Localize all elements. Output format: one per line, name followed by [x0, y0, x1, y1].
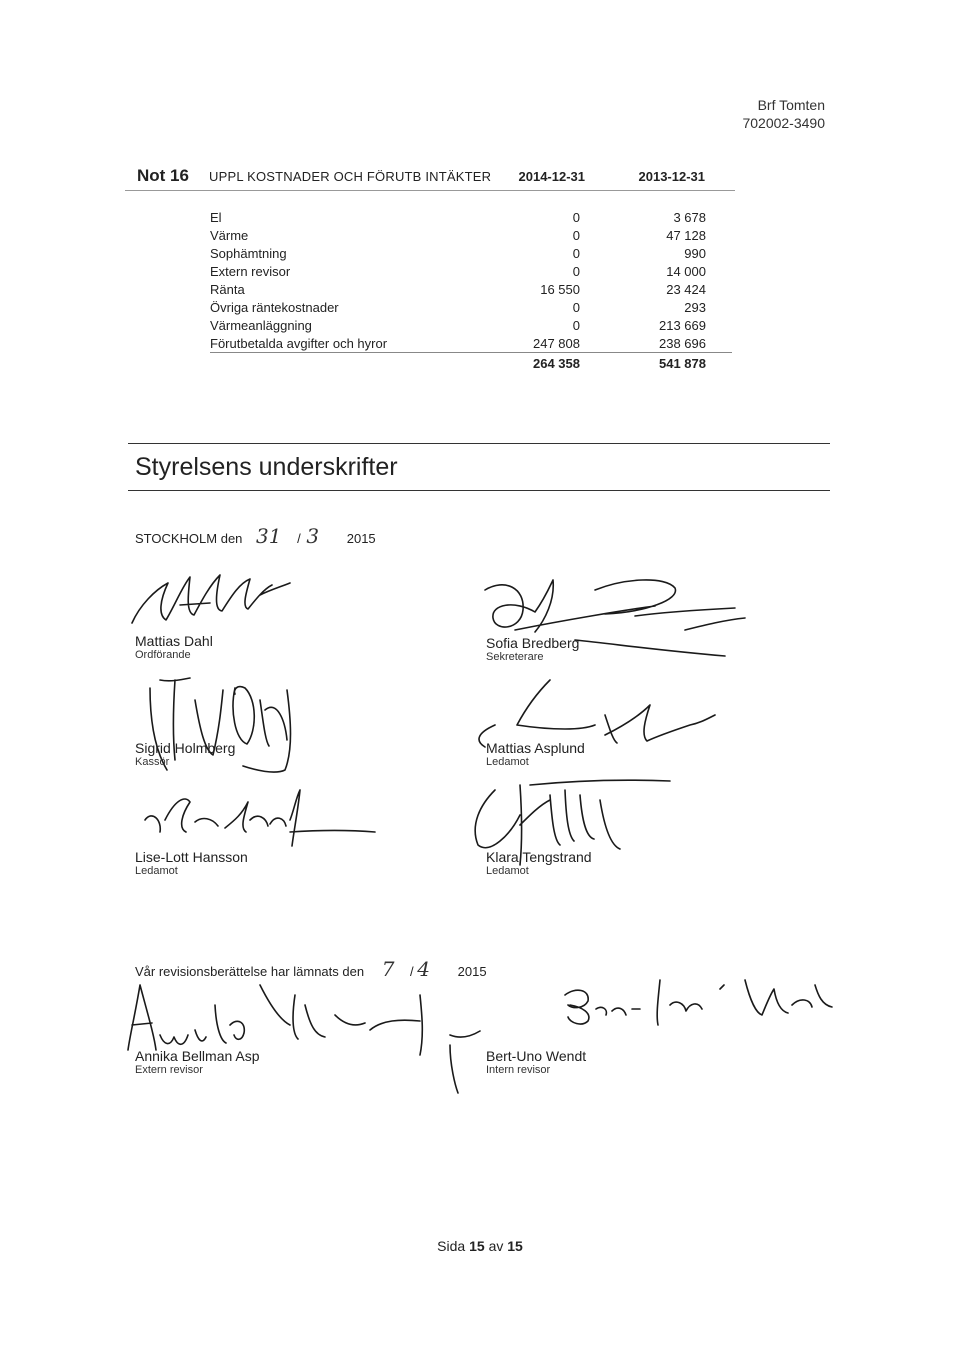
- column-header-2014: 2014-12-31: [518, 169, 585, 184]
- table-row: [210, 210, 706, 228]
- row-label: Ränta: [210, 282, 245, 297]
- row-value-2013: 238 696: [659, 336, 706, 351]
- row-label: Värme: [210, 228, 249, 243]
- row-label: Övriga räntekostnader: [210, 300, 339, 315]
- total-row: [210, 356, 706, 374]
- signer-role: Ledamot: [486, 756, 529, 768]
- row-value-2014: 0: [572, 228, 580, 243]
- date-year: 2015: [346, 531, 376, 546]
- signer-name: Sofia Bredberg: [486, 635, 580, 651]
- signer-name: Sigrid Holmberg: [135, 740, 236, 756]
- table-row: [210, 246, 706, 264]
- signer-name: Klara Tengstrand: [486, 849, 592, 865]
- auditor-role: Extern revisor: [135, 1064, 203, 1076]
- signer-name: Mattias Asplund: [486, 740, 585, 756]
- company-block: [742, 96, 825, 132]
- signature-mattias-dahl: [120, 565, 310, 635]
- note-label: Not 16: [137, 166, 189, 185]
- column-header-2013: 2013-12-31: [638, 169, 705, 184]
- row-value-2013: 213 669: [659, 318, 706, 333]
- row-value-2014: 247 808: [533, 336, 580, 351]
- company-name: Brf Tomten: [757, 97, 825, 113]
- row-value-2014: 0: [572, 246, 580, 261]
- row-value-2014: 0: [572, 300, 580, 315]
- audit-date-slash: /: [410, 964, 414, 979]
- signer-role: Sekreterare: [486, 651, 544, 663]
- row-value-2014: 0: [572, 318, 580, 333]
- signer-block: [486, 849, 592, 877]
- row-label: Förutbetalda avgifter och hyror: [210, 336, 388, 351]
- place-prefix: STOCKHOLM den: [135, 531, 243, 546]
- signer-block: [135, 740, 235, 768]
- auditor-name: Bert-Uno Wendt: [486, 1048, 587, 1064]
- row-value-2014: 0: [572, 210, 580, 225]
- row-value-2013: 990: [684, 246, 706, 261]
- row-label: Sophämtning: [210, 246, 287, 261]
- row-value-2013: 3 678: [673, 210, 706, 225]
- table-row: [210, 300, 706, 318]
- row-value-2013: 47 128: [666, 228, 706, 243]
- signer-block: [486, 740, 585, 768]
- org-number: 702002-3490: [742, 115, 825, 131]
- note-title: UPPL KOSTNADER OCH FÖRUTB INTÄKTER: [209, 169, 492, 184]
- section-bottom-rule: [128, 490, 830, 491]
- row-label: Värmeanläggning: [210, 318, 312, 333]
- handwritten-month: 3: [306, 524, 320, 548]
- total-2014: 264 358: [533, 356, 580, 371]
- total-separator: [210, 352, 732, 353]
- signer-name: Mattias Dahl: [135, 633, 213, 649]
- footer-mid: av: [488, 1238, 504, 1254]
- signer-role: Ledamot: [486, 865, 529, 877]
- signature-lise-lott-hansson: [140, 780, 380, 850]
- section-top-rule: [128, 443, 830, 444]
- footer-page-total: 15: [507, 1238, 523, 1254]
- signature-bert-uno-wendt: [560, 965, 840, 1035]
- row-label: Extern revisor: [210, 264, 291, 279]
- table-row: [210, 318, 706, 336]
- signer-block: [135, 633, 213, 661]
- table-row: [210, 264, 706, 282]
- note-header: [125, 166, 735, 191]
- auditor-role: Intern revisor: [486, 1064, 551, 1076]
- row-value-2013: 293: [684, 300, 706, 315]
- audit-year: 2015: [457, 964, 487, 979]
- auditor-block: [486, 1048, 586, 1076]
- row-value-2014: 0: [572, 264, 580, 279]
- signature-annika-bellman-asp: [120, 975, 500, 1095]
- footer-prefix: Sida: [437, 1238, 466, 1254]
- signer-block: [486, 635, 579, 663]
- footer-page-number: 15: [469, 1238, 485, 1254]
- place-date-line: [135, 524, 376, 548]
- table-row: [210, 282, 706, 300]
- date-slash: /: [297, 531, 301, 546]
- signer-block: [135, 849, 248, 877]
- row-value-2013: 14 000: [666, 264, 706, 279]
- audit-text: Vår revisionsberättelse har lämnats den: [135, 964, 365, 979]
- auditor-name: Annika Bellman Asp: [135, 1048, 260, 1064]
- audit-handwritten-day: 7: [381, 957, 395, 981]
- page-footer: [0, 1238, 960, 1254]
- signer-name: Lise-Lott Hansson: [135, 849, 248, 865]
- auditor-block: [135, 1048, 260, 1076]
- row-label: El: [210, 210, 222, 225]
- signer-role: Kassör: [135, 756, 170, 768]
- total-2013: 541 878: [659, 356, 706, 371]
- section-title: Styrelsens underskrifter: [135, 453, 398, 481]
- signer-role: Ledamot: [135, 865, 178, 877]
- audit-handwritten-month: 4: [417, 957, 431, 981]
- signer-role: Ordförande: [135, 649, 191, 661]
- row-value-2013: 23 424: [666, 282, 706, 297]
- row-value-2014: 16 550: [540, 282, 580, 297]
- table-row: [210, 228, 706, 246]
- handwritten-day: 31: [256, 524, 282, 548]
